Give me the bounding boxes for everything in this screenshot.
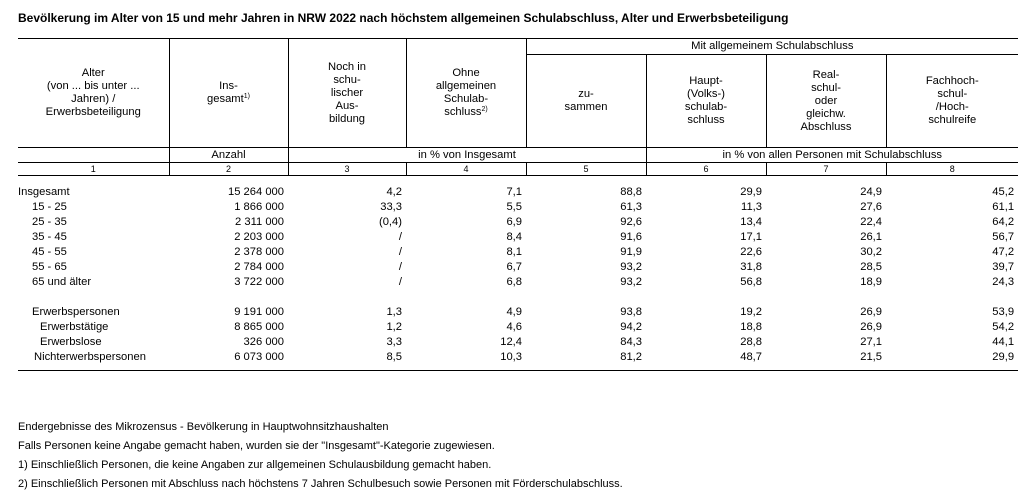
cell: 18,8: [740, 321, 762, 333]
cell: 2 311 000: [235, 216, 284, 228]
table-row-erwerbstaetige: [18, 320, 1018, 335]
cell: /: [398, 261, 402, 273]
column-number: 7: [766, 163, 886, 176]
cell: 4,6: [506, 321, 522, 333]
cell: 2 203 000: [234, 231, 284, 243]
table-row-25-35: [18, 215, 1018, 230]
row-label: 35 - 45: [32, 231, 67, 243]
cell: 93,8: [620, 306, 642, 318]
unit-empty: [18, 148, 169, 163]
cell: 33,3: [380, 201, 402, 213]
cell: /: [398, 231, 402, 243]
row-label: Nichterwerbspersonen: [34, 351, 146, 363]
cell: 4,9: [506, 306, 522, 318]
cell: 92,6: [620, 216, 642, 228]
header-zusammen: zu- sammen: [526, 55, 646, 148]
cell: 11,3: [741, 201, 762, 213]
header-realschulabschluss: Real- schul- oder gleichw. Abschluss: [766, 55, 886, 148]
cell: 6 073 000: [234, 351, 284, 363]
cell: 26,1: [860, 231, 882, 243]
row-label: Erwerbslose: [40, 336, 102, 348]
cell: /: [398, 276, 402, 288]
column-number: 3: [288, 163, 406, 176]
cell: 93,2: [620, 261, 642, 273]
cell: 1 866 000: [234, 201, 284, 213]
cell: 54,2: [992, 321, 1015, 333]
header-hochschulreife: Fachhoch- schul- /Hoch- schulreife: [886, 55, 1018, 148]
cell: 22,4: [860, 216, 882, 228]
cell: 56,8: [740, 276, 762, 288]
cell: 53,9: [992, 306, 1015, 318]
cell: 27,6: [860, 201, 882, 213]
cell: 2 378 000: [234, 246, 284, 258]
row-label: 55 - 65: [32, 261, 67, 273]
cell: 48,7: [740, 351, 762, 363]
cell: 10,3: [500, 351, 522, 363]
column-number: 4: [406, 163, 526, 176]
cell: 28,8: [740, 336, 762, 348]
cell: 2 784 000: [234, 261, 284, 273]
cell: 22,6: [740, 246, 762, 258]
row-label: 25 - 35: [32, 216, 67, 228]
header-alter: Alter (von ... bis unter ... Jahren) / Erwerbsbeteiligung: [18, 39, 169, 148]
column-number: 5: [526, 163, 646, 176]
table-row-55-65: [18, 260, 1018, 275]
cell: 94,2: [620, 321, 642, 333]
cell: 9 191 000: [234, 306, 284, 318]
cell: 6,8: [506, 276, 522, 288]
row-label: 15 - 25: [32, 201, 67, 213]
cell: 3,3: [386, 336, 402, 348]
cell: /: [398, 246, 402, 258]
footnote-2: 2) Einschließlich Personen mit Abschluss nach höchstens 7 Jahren Schulbesuch sowie Personen mit Förderschulabschluss.: [18, 478, 623, 490]
cell: 3 722 000: [234, 276, 284, 288]
header-hauptschulabschluss: Haupt- (Volks-) schulab- schluss: [646, 55, 766, 148]
cell: 91,9: [620, 246, 642, 258]
footnote-missing: Falls Personen keine Angabe gemacht haben, wurden sie der "Insgesamt"-Kategorie zugewiesen.: [18, 440, 495, 452]
table-row-45-55: [18, 245, 1018, 260]
cell: 24,9: [860, 186, 882, 198]
cell: 91,6: [620, 231, 642, 243]
cell: 19,2: [740, 306, 762, 318]
cell: 1,3: [386, 306, 402, 318]
row-label: 45 - 55: [32, 246, 67, 258]
header-ohne-abschluss: Ohne allgemeinen Schulab- schluss$^{2)}$: [406, 39, 526, 148]
statistics-table: [18, 38, 1018, 371]
cell: 6,7: [506, 261, 522, 273]
header-noch-in-ausbildung: Noch in schu- lischer Aus- bildung: [288, 39, 406, 148]
cell: 61,1: [992, 201, 1015, 213]
cell: 5,5: [506, 201, 522, 213]
row-label: Erwerbspersonen: [32, 306, 120, 318]
cell: 8,5: [386, 351, 402, 363]
cell: 93,2: [620, 276, 642, 288]
header-insgesamt: Ins- gesamt$^{1)}$: [169, 39, 288, 148]
footnote-source: Endergebnisse des Mikrozensus - Bevölkerung in Hauptwohnsitzhaushalten: [18, 421, 389, 433]
cell: 45,2: [992, 186, 1015, 198]
unit-anzahl: Anzahl: [169, 148, 288, 163]
cell: 29,9: [740, 186, 762, 198]
column-number: 1: [18, 163, 169, 176]
table-row-erwerbspersonen: [18, 305, 1018, 320]
cell: 24,3: [992, 276, 1015, 288]
cell: 4,2: [386, 186, 402, 198]
cell: 64,2: [992, 216, 1015, 228]
cell: 13,4: [740, 216, 762, 228]
cell: 12,4: [500, 336, 522, 348]
cell: 31,8: [740, 261, 762, 273]
footnote-1: 1) Einschließlich Personen, die keine Angaben zur allgemeinen Schulausbildung gemacht haben.: [18, 459, 492, 471]
cell: 56,7: [992, 231, 1015, 243]
cell: 84,3: [620, 336, 642, 348]
cell: 26,9: [860, 321, 882, 333]
table-row-65-plus: [18, 275, 1018, 290]
footnotes: [18, 418, 623, 494]
cell: 326 000: [243, 336, 284, 348]
table-row-15-25: [18, 200, 1018, 215]
cell: 26,9: [860, 306, 882, 318]
unit-pct-school: in % von allen Personen mit Schulabschluss: [646, 148, 1018, 163]
table-row-nichterwerbspersonen: [18, 350, 1018, 365]
cell: 28,5: [860, 261, 882, 273]
cell: 21,5: [860, 351, 882, 363]
cell: 81,2: [620, 351, 642, 363]
cell: 8,4: [506, 231, 522, 243]
unit-pct-total: in % von Insgesamt: [288, 148, 646, 163]
cell: 1,2: [386, 321, 402, 333]
cell: 88,8: [620, 186, 642, 198]
cell: 39,7: [992, 261, 1015, 273]
cell: 7,1: [506, 186, 522, 198]
cell: 17,1: [740, 231, 762, 243]
table-row-erwerbslose: [18, 335, 1018, 350]
column-number: 2: [169, 163, 288, 176]
cell: 8 865 000: [234, 321, 284, 333]
table-row-35-45: [18, 230, 1018, 245]
cell: 18,9: [860, 276, 882, 288]
table-title: Bevölkerung im Alter von 15 und mehr Jahren in NRW 2022 nach höchstem allgemeinen Schulabschluss, Alter und Erwerbsbeteiligung: [18, 11, 789, 25]
cell: 8,1: [506, 246, 522, 258]
cell: 30,2: [860, 246, 882, 258]
header-mit-abschluss-group: Mit allgemeinem Schulabschluss: [526, 39, 1018, 55]
row-label: 65 und älter: [32, 276, 92, 288]
cell: 27,1: [860, 336, 882, 348]
row-label: Insgesamt: [18, 186, 70, 198]
cell: 29,9: [992, 351, 1015, 363]
cell: 47,2: [992, 246, 1015, 258]
cell: 15 264 000: [228, 186, 284, 198]
column-number: 8: [886, 163, 1018, 176]
row-label: Erwerbstätige: [40, 321, 109, 333]
cell: (0,4): [378, 216, 402, 228]
cell: 6,9: [506, 216, 522, 228]
cell: 61,3: [620, 201, 642, 213]
table-row-insgesamt: [18, 185, 1018, 200]
cell: 44,1: [992, 336, 1015, 348]
column-number: 6: [646, 163, 766, 176]
